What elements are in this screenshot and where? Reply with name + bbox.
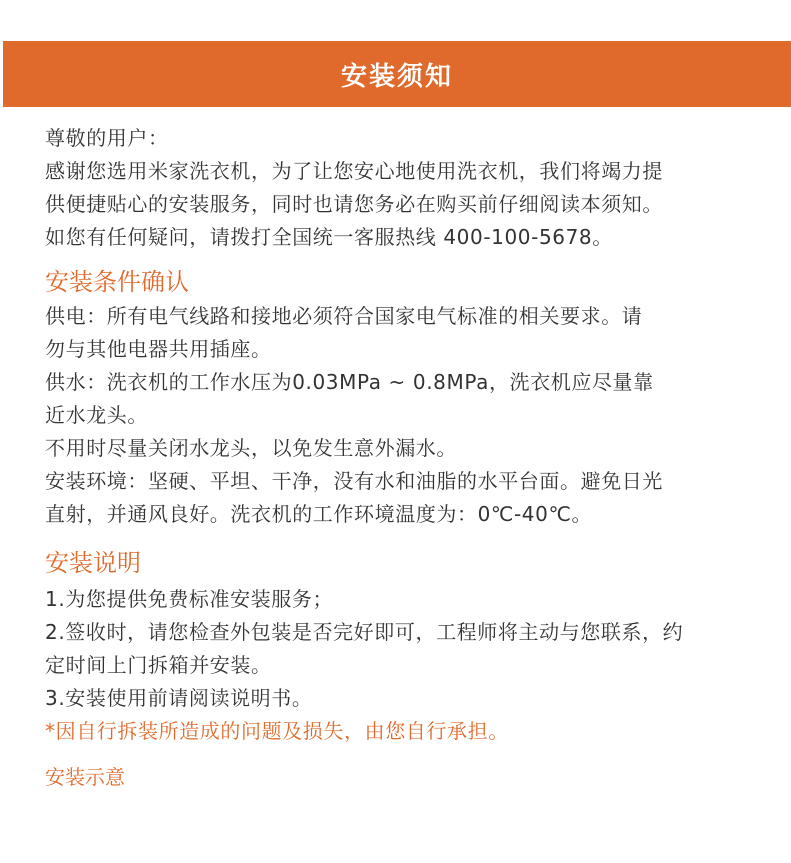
instructions-line: 3.安装使用前请阅读说明书。 xyxy=(45,686,313,710)
page-title: 安装须知 xyxy=(340,61,453,92)
conditions-line: 供电：所有电气线路和接地必须符合国家电气标准的相关要求。请 xyxy=(45,304,643,328)
conditions-line: 近水龙头。 xyxy=(45,403,148,427)
instructions-heading: 安装说明 xyxy=(45,549,141,577)
disclaimer-note: *因自行拆装所造成的问题及损失，由您自行承担。 xyxy=(45,719,509,743)
intro-line: 尊敬的用户： xyxy=(45,126,169,150)
conditions-line: 直射，并通风良好。洗衣机的工作环境温度为：0℃-40℃。 xyxy=(45,502,593,526)
instructions-line: 1.为您提供免费标准安装服务； xyxy=(45,587,334,611)
conditions-line: 供水：洗衣机的工作水压为0.03MPa ~ 0.8MPa，洗衣机应尽量靠 xyxy=(45,370,654,394)
conditions-line: 不用时尽量关闭水龙头，以免发生意外漏水。 xyxy=(45,436,457,460)
intro-section xyxy=(45,122,760,254)
intro-line: 如您有任何疑问，请拨打全国统一客服热线 400-100-5678。 xyxy=(45,225,613,249)
instructions-section xyxy=(45,546,760,748)
header-banner xyxy=(3,41,791,107)
conditions-heading: 安装条件确认 xyxy=(45,268,189,296)
conditions-line: 安装环境：坚硬、平坦、干净，没有水和油脂的水平台面。避免日光 xyxy=(45,469,663,493)
notice-content xyxy=(45,122,760,794)
instructions-line: 2.签收时，请您检查外包装是否完好即可，工程师将主动与您联系，约 xyxy=(45,620,684,644)
diagram-heading: 安装示意 xyxy=(45,765,125,789)
conditions-section xyxy=(45,265,760,531)
conditions-line: 勿与其他电器共用插座。 xyxy=(45,337,272,361)
intro-line: 感谢您选用米家洗衣机，为了让您安心地使用洗衣机，我们将竭力提 xyxy=(45,159,663,183)
intro-line: 供便捷贴心的安装服务，同时也请您务必在购买前仔细阅读本须知。 xyxy=(45,192,663,216)
instructions-line: 定时间上门拆箱并安装。 xyxy=(45,653,272,677)
